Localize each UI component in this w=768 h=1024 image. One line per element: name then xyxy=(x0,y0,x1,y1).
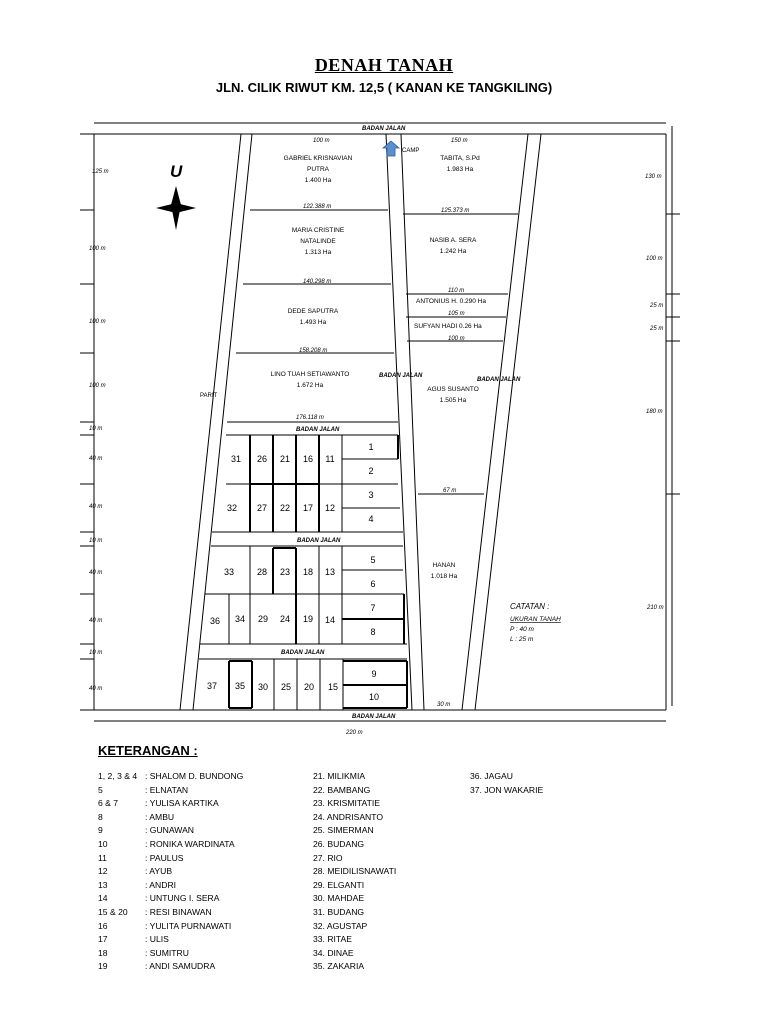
legend-key: 10 xyxy=(98,838,108,849)
legend-owner: : YULITA PURNAWATI xyxy=(145,920,232,931)
road-label: BADAN JALAN xyxy=(297,538,341,544)
lot-number: 35 xyxy=(234,681,246,691)
legend-row: 30. MAHDAE xyxy=(313,893,365,904)
lot-number: 23 xyxy=(279,567,291,577)
lot-number: 21 xyxy=(279,454,291,464)
legend-row xyxy=(98,797,243,811)
dim-right: 210 m xyxy=(647,605,664,611)
legend-key: 11 xyxy=(98,852,107,863)
north-arrow-icon xyxy=(156,186,196,230)
legend-owner: : RONIKA WARDINATA xyxy=(145,838,235,849)
legend-column-2 xyxy=(313,770,396,974)
dim-left: 40 m xyxy=(89,504,103,510)
road-label: BADAN JALAN xyxy=(281,650,325,656)
legend-row: 36. JAGAU xyxy=(470,771,513,781)
lot-number: 31 xyxy=(230,454,242,464)
legend-row xyxy=(98,852,243,866)
lot-number: 19 xyxy=(302,614,314,624)
lot-number: 28 xyxy=(256,567,268,577)
legend-row xyxy=(98,838,243,852)
dim-inner: 67 m xyxy=(443,488,457,494)
parcel-owner: TABITA, S.Pd xyxy=(440,155,480,162)
road-label: BADAN JALAN xyxy=(296,427,340,433)
parcel-owner: GABRIEL KRISNAVIAN xyxy=(283,155,353,162)
dim-inner: 176.118 m xyxy=(296,415,324,421)
lot-number: 2 xyxy=(368,466,374,476)
dim-left: 10 m xyxy=(89,650,103,656)
dim-left: 100 m xyxy=(89,319,106,325)
lot-number: 12 xyxy=(324,503,336,513)
camp-arrow-icon xyxy=(383,141,399,156)
legend-row: 22. BAMBANG xyxy=(313,784,371,795)
north-label: U xyxy=(170,162,183,181)
note-title: CATATAN : xyxy=(510,602,550,611)
dim-right: 100 m xyxy=(646,256,663,262)
legend-key: 18 xyxy=(98,947,108,958)
legend-row: 27. RIO xyxy=(313,852,343,863)
legend-row xyxy=(98,933,243,947)
parcel-owner: MARIA CRISTINE xyxy=(291,227,345,234)
note-width: L : 25 m xyxy=(510,636,534,643)
legend-row xyxy=(98,770,243,784)
legend-key: 8 xyxy=(98,811,103,822)
lot-number: 17 xyxy=(302,503,314,513)
legend-row xyxy=(98,784,243,798)
legend-owner: : SHALOM D. BUNDONG xyxy=(145,771,244,781)
parcel-owner: LINO TUAH SETIAWANTO xyxy=(270,371,350,378)
page-title: DENAH TANAH xyxy=(314,55,454,75)
legend-row: 31. BUDANG xyxy=(313,906,365,917)
lot-number: 14 xyxy=(324,615,336,625)
dim-right: 25 m xyxy=(650,326,664,332)
lot-number: 8 xyxy=(370,627,376,637)
legend-owner: : ULIS xyxy=(145,934,169,945)
parcel-area: 1.672 Ha xyxy=(296,382,324,389)
legend-key: 15 & 20 xyxy=(98,906,128,917)
lot-number: 26 xyxy=(256,454,268,464)
lot-number: 33 xyxy=(223,567,235,577)
legend-row: 29. ELGANTI xyxy=(313,879,365,890)
lot-number: 7 xyxy=(370,603,376,613)
lot-number: 30 xyxy=(257,682,269,692)
dim-left: 10 m xyxy=(89,426,103,432)
legend-owner: : YULISA KARTIKA xyxy=(145,798,219,809)
legend-key: 14 xyxy=(98,893,108,904)
parcel-owner: DEDE SAPUTRA xyxy=(287,308,339,315)
lot-number: 4 xyxy=(368,514,374,524)
lot-number: 15 xyxy=(327,682,339,692)
parcel-owner: NASIB A. SERA xyxy=(429,237,477,244)
dim-right: 25 m xyxy=(650,303,664,309)
dim-inner: 100 m xyxy=(313,138,330,144)
dim-inner: 125.373 m xyxy=(441,208,470,214)
dim-left: 125 m xyxy=(92,169,109,175)
legend-row: 32. AGUSTAP xyxy=(313,920,368,931)
legend-key: 17 xyxy=(98,934,108,945)
dim-left: 100 m xyxy=(89,246,106,252)
legend-column-3 xyxy=(470,770,543,797)
legend-row: 24. ANDRISANTO xyxy=(313,811,384,822)
lot-number: 20 xyxy=(303,682,315,692)
legend-row: 33. RITAE xyxy=(313,934,353,945)
legend-row: 35. ZAKARIA xyxy=(313,961,365,972)
legend-row xyxy=(98,865,243,879)
page-subtitle: JLN. CILIK RIWUT KM. 12,5 ( KANAN KE TANGKILING) xyxy=(215,80,553,95)
dim-inner: 122.388 m xyxy=(303,204,332,210)
lot-number: 16 xyxy=(302,454,314,464)
legend-owner: : PAULUS xyxy=(145,852,184,863)
legend-owner: : UNTUNG I. SERA xyxy=(145,893,220,904)
lot-number: 5 xyxy=(370,555,376,565)
road-label: BADAN JALAN xyxy=(362,126,406,132)
dim-inner: 158.208 m xyxy=(299,348,328,354)
parcel-owner: HANAN xyxy=(432,562,456,569)
dim-left: 40 m xyxy=(89,570,103,576)
lot-number: 9 xyxy=(371,669,377,679)
legend-key: 6 & 7 xyxy=(98,798,119,809)
legend-row: 28. MEIDILISNAWATI xyxy=(313,866,397,877)
camp-label: CAMP xyxy=(402,148,420,154)
dim-inner: 105 m xyxy=(448,311,465,317)
legend-row: 37. JON WAKARIE xyxy=(470,784,544,795)
parcel-area: 1.983 Ha xyxy=(446,166,474,173)
legend-owner: : SUMITRU xyxy=(145,947,189,958)
road-label: BADAN JALAN xyxy=(352,714,396,720)
legend-row xyxy=(98,892,243,906)
lot-number: 3 xyxy=(368,490,374,500)
dim-inner: 150 m xyxy=(451,138,468,144)
lot-number: 1 xyxy=(368,442,374,452)
dim-left: 100 m xyxy=(89,383,106,389)
dim-bottom: 220 m xyxy=(346,730,363,736)
dim-left: 40 m xyxy=(89,618,103,624)
legend-row xyxy=(98,960,243,974)
legend-owner: : ANDRI xyxy=(145,879,177,890)
lot-number: 36 xyxy=(209,616,221,626)
parcel-area: 1.313 Ha xyxy=(304,249,332,256)
legend-owner: : AYUB xyxy=(145,866,173,877)
dim-inner: 140.298 m xyxy=(303,279,332,285)
legend-key: 1, 2, 3 & 4 xyxy=(98,771,138,781)
lot-number: 29 xyxy=(257,614,269,624)
parcel-owner: AGUS SUSANTO xyxy=(427,386,479,393)
lot-number: 32 xyxy=(226,503,238,513)
legend-row: 23. KRISMITATIE xyxy=(313,798,381,809)
note-length: P : 40 m xyxy=(510,626,534,633)
dim-inner: 30 m xyxy=(437,702,451,708)
legend-title: KETERANGAN : xyxy=(98,743,198,758)
legend-key: 19 xyxy=(98,961,108,972)
legend-row xyxy=(98,824,243,838)
road-label: BADAN JALAN xyxy=(379,373,423,379)
dim-left: 40 m xyxy=(89,686,103,692)
legend-row xyxy=(98,879,243,893)
parcel-owner: ANTONIUS H. 0.290 Ha xyxy=(416,298,486,305)
legend-key: 13 xyxy=(98,879,108,890)
dim-left: 10 m xyxy=(89,538,103,544)
legend-row xyxy=(98,920,243,934)
legend-row xyxy=(98,947,243,961)
lot-number: 37 xyxy=(206,681,218,691)
lot-number: 27 xyxy=(256,503,268,513)
parit-label: PARIT xyxy=(200,393,218,399)
legend-row xyxy=(98,906,243,920)
lot-number: 25 xyxy=(280,682,292,692)
lot-number: 10 xyxy=(368,692,380,702)
parcel-area: 1.505 Ha xyxy=(439,397,467,404)
dim-inner: 100 m xyxy=(448,336,465,342)
lot-number: 18 xyxy=(302,567,314,577)
parcel-owner: NATALINDE xyxy=(300,238,336,245)
parcel-area: 1.493 Ha xyxy=(299,319,327,326)
dim-right: 130 m xyxy=(645,174,662,180)
legend-row: 25. SIMERMAN xyxy=(313,825,374,836)
parcel-area: 1.242 Ha xyxy=(439,248,467,255)
parcel-area: 1.400 Ha xyxy=(304,177,332,184)
legend-key: 12 xyxy=(98,866,108,877)
parcel-owner: SUFYAN HADI 0.26 Ha xyxy=(414,323,482,330)
legend-owner: : ELNATAN xyxy=(145,784,189,795)
note-subtitle: UKURAN TANAH xyxy=(510,616,561,623)
legend-key: 5 xyxy=(98,784,103,795)
lot-number: 34 xyxy=(234,614,246,624)
legend-row: 26. BUDANG xyxy=(313,838,365,849)
road-label: BADAN JALAN xyxy=(477,377,521,383)
legend-owner: : ANDI SAMUDRA xyxy=(145,961,216,972)
parcel-area: 1.018 Ha xyxy=(430,573,458,580)
parcel-owner: PUTRA xyxy=(306,166,330,173)
legend-owner: : AMBU xyxy=(145,811,175,822)
dim-left: 40 m xyxy=(89,456,103,462)
lot-number: 22 xyxy=(279,503,291,513)
lot-number: 13 xyxy=(324,567,336,577)
legend-column-1 xyxy=(98,770,243,974)
lot-number: 24 xyxy=(279,614,291,624)
legend-row: 21. MILIKMIA xyxy=(313,771,366,781)
dim-inner: 110 m xyxy=(448,288,465,294)
legend-row: 34. DINAE xyxy=(313,947,354,958)
legend-key: 9 xyxy=(98,825,103,836)
lot-number: 6 xyxy=(370,579,376,589)
legend-owner: : RESI BINAWAN xyxy=(145,906,212,917)
lot-number: 11 xyxy=(325,454,335,464)
legend-row xyxy=(98,811,243,825)
legend-owner: : GUNAWAN xyxy=(145,825,195,836)
legend-key: 16 xyxy=(98,920,108,931)
dim-right: 180 m xyxy=(646,409,663,415)
